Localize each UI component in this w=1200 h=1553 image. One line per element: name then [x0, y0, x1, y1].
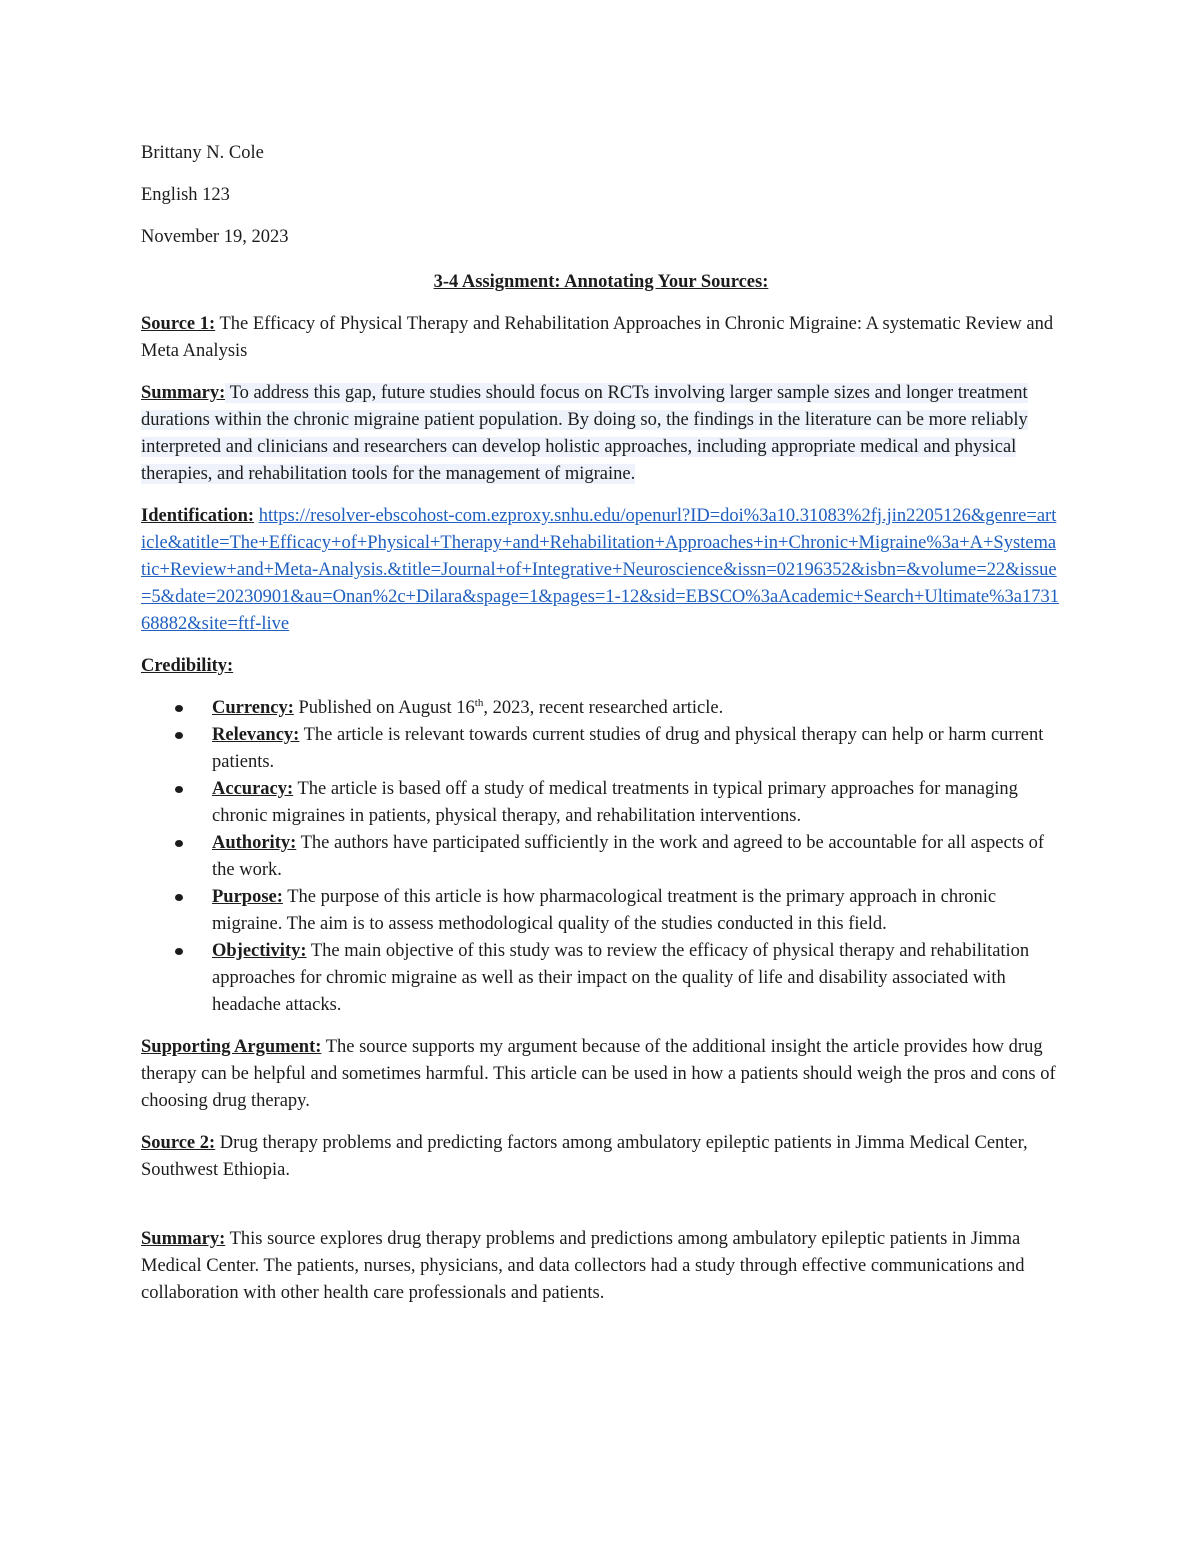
currency-text-before: Published on August 16 — [293, 698, 475, 718]
document-date: November 19, 2023 — [141, 227, 289, 247]
credibility-item-currency — [141, 695, 1061, 722]
identification-label: Identification: — [141, 506, 255, 526]
bullet-icon — [175, 948, 183, 955]
bullet-icon — [175, 894, 183, 901]
identification-paragraph — [141, 503, 1061, 638]
source-1-paragraph — [141, 311, 1061, 365]
document-page — [141, 140, 1061, 1322]
credibility-label: Credibility: — [141, 656, 234, 676]
source-1-text: The Efficacy of Physical Therapy and Rehabilitation Approaches in Chronic Migraine: A systematic Review and Meta Analysis — [141, 314, 1054, 361]
objectivity-text: The main objective of this study was to review the efficacy of physical therapy and rehabilitation approaches for chromic migraine as well as their impact on the quality of life and disability associated with headache attacks. — [212, 941, 1030, 1015]
source-2-label: Source 2: — [141, 1133, 216, 1153]
credibility-item-objectivity — [141, 938, 1061, 1019]
purpose-text: The purpose of this article is how pharmacological treatment is the primary approach in chronic migraine. The aim is to assess methodological quality of the studies conducted in this field. — [212, 887, 997, 934]
blank-line — [141, 1199, 1061, 1226]
credibility-heading — [141, 653, 1061, 680]
accuracy-label: Accuracy: — [212, 779, 294, 799]
relevancy-text: The article is relevant towards current studies of drug and physical therapy can help or harm current patients. — [212, 725, 1044, 772]
credibility-item-relevancy — [141, 722, 1061, 776]
credibility-list — [141, 695, 1061, 1019]
credibility-item-accuracy — [141, 776, 1061, 830]
purpose-label: Purpose: — [212, 887, 283, 907]
bullet-icon — [175, 732, 183, 739]
currency-label: Currency: — [212, 698, 294, 718]
summary-1-text: To address this gap, future studies should focus on RCTs involving larger sample sizes and longer treatment durations within the chronic migraine patient population. By doing so, the findings in the literature can be more reliably interpreted and clinicians and researchers can develop holistic approaches, including appropriate medical and physical therapies, and rehabilitation tools for the management of migraine. — [141, 383, 1028, 484]
summary-2-paragraph — [141, 1226, 1061, 1307]
document-title: 3-4 Assignment: Annotating Your Sources: — [433, 272, 769, 292]
credibility-item-authority — [141, 830, 1061, 884]
authority-label: Authority: — [212, 833, 297, 853]
credibility-item-purpose — [141, 884, 1061, 938]
author-name: Brittany N. Cole — [141, 143, 264, 163]
source-1-label: Source 1: — [141, 314, 216, 334]
bullet-icon — [175, 840, 183, 847]
authority-text: The authors have participated sufficiently in the work and agreed to be accountable for all aspects of the work. — [212, 833, 1045, 880]
summary-2-label: Summary: — [141, 1229, 226, 1249]
source-2-text: Drug therapy problems and predicting factors among ambulatory epileptic patients in Jimma Medical Center, Southwest Ethiopia. — [141, 1133, 1028, 1180]
accuracy-text: The article is based off a study of medical treatments in typical primary approaches for managing chronic migraines in patients, physical therapy, and rehabilitation interventions. — [212, 779, 1018, 826]
bullet-icon — [175, 705, 183, 712]
currency-text-after: , 2023, recent researched article. — [483, 698, 724, 718]
summary-2-text: This source explores drug therapy problems and predictions among ambulatory epileptic patients in Jimma Medical Center. The patients, nurses, physicians, and data collectors had a study through effective communications and collaboration with other health care professionals and patients. — [141, 1229, 1025, 1303]
source-2-paragraph — [141, 1130, 1061, 1184]
course-name: English 123 — [141, 185, 230, 205]
relevancy-label: Relevancy: — [212, 725, 300, 745]
bullet-icon — [175, 786, 183, 793]
summary-1-paragraph — [141, 380, 1061, 488]
supporting-argument-label: Supporting Argument: — [141, 1037, 322, 1057]
currency-sup: th — [474, 696, 484, 709]
identification-link[interactable]: https://resolver-ebscohost-com.ezproxy.snhu.edu/openurl?ID=doi%3a10.31083%2fj.jin2205126&genre=article&atitle=The+Efficacy+of+Physical+Therapy+and+Rehabilitation+Approaches+in+Chronic+Migraine%3a+A+Systematic+Review+and+Meta-Analysis.&title=Journal+of+Integrative+Neuroscience&issn=02196352&isbn=&volume=22&issue=5&date=20230901&au=Onan%2c+Dilara&spage=1&pages=1-12&sid=EBSCO%3aAcademic+Search+Ultimate%3a173168882&site=ftf-live — [141, 506, 1059, 634]
objectivity-label: Objectivity: — [212, 941, 307, 961]
supporting-argument-paragraph — [141, 1034, 1061, 1115]
summary-1-label: Summary: — [141, 383, 226, 403]
supporting-argument-text: The source supports my argument because of the additional insight the article provides how drug therapy can be helpful and sometimes harmful. This article can be used in how a patients should weigh the pros and cons of choosing drug therapy. — [141, 1037, 1056, 1111]
